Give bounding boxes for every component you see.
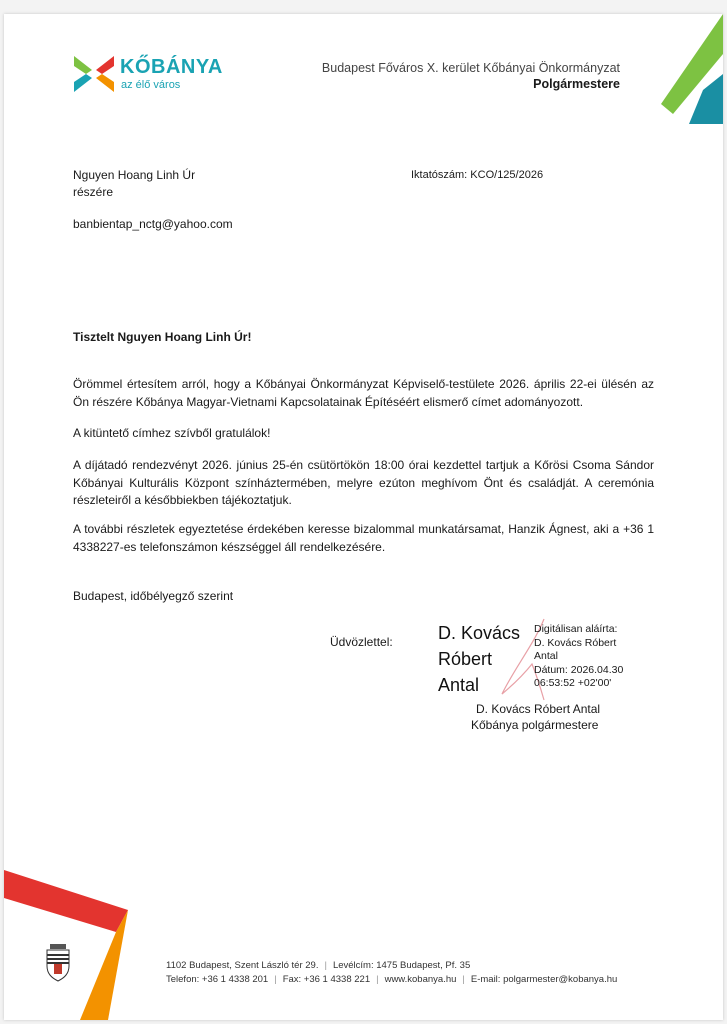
footer-line-1 xyxy=(166,960,470,971)
footer-separator: | xyxy=(376,974,379,985)
greeting: Üdvözlettel: xyxy=(330,635,393,649)
salutation: Tisztelt Nguyen Hoang Linh Úr! xyxy=(73,330,252,344)
digital-name-2: Antal xyxy=(534,650,558,662)
footer-separator: | xyxy=(324,960,327,971)
digital-signature-block xyxy=(534,623,623,691)
footer-web-link[interactable]: www.kobanya.hu xyxy=(384,974,457,985)
footer-fax: Fax: +36 1 4338 221 xyxy=(282,974,371,985)
digital-label: Digitálisan aláírta: xyxy=(534,623,618,635)
signer-name: D. Kovács Róbert Antal xyxy=(476,702,601,716)
recipient-name: Nguyen Hoang Linh Úr xyxy=(73,168,196,182)
recipient-for: részére xyxy=(73,185,114,199)
letter-page xyxy=(4,14,723,1020)
signer-title: Kőbánya polgármestere xyxy=(471,718,599,732)
footer-separator: | xyxy=(274,974,277,985)
reference-number: Iktatószám: KCO/125/2026 xyxy=(411,169,544,181)
recipient-email: banbientap_nctg@yahoo.com xyxy=(73,217,233,231)
signature-line-1: D. Kovács xyxy=(438,623,521,643)
coat-of-arms-icon xyxy=(44,944,72,982)
signature-line-3: Antal xyxy=(438,675,480,695)
footer-separator: | xyxy=(462,974,465,985)
footer-mail: Levélcím: 1475 Budapest, Pf. 35 xyxy=(332,960,471,971)
footer-line-2 xyxy=(166,974,617,985)
footer-address: 1102 Budapest, Szent László tér 29. xyxy=(166,960,319,971)
body-paragraph-3: A díjátadó rendezvényt 2026. június 25-én csütörtökön 18:00 órai kezdettel tartjuk a Kőrösi Csoma Sándor Kőbányai Kulturális Központ színháztermében, melyre ezúton meghívom Önt és családját. A ceremónia részleteiről a későbbiekben tájékoztatjuk. xyxy=(73,458,654,507)
office-title: Polgármestere xyxy=(533,77,620,91)
footer-phone: Telefon: +36 1 4338 201 xyxy=(166,974,269,985)
footer-email-link[interactable]: E-mail: polgarmester@kobanya.hu xyxy=(470,974,618,985)
body-paragraph-2: A kitüntető címhez szívből gratulálok! xyxy=(73,426,271,440)
body-paragraph-1: Örömmel értesítem arról, hogy a Kőbányai Önkormányzat Képviselő-testülete 2026. április 22-ei ülésén az Ön részére Kőbánya Magyar-Vietnami Kapcsolatainak Építéséért elismerő címet adományozott. xyxy=(73,377,654,409)
kobanya-logo xyxy=(72,52,232,112)
corner-ribbon-top-right xyxy=(643,14,723,124)
digital-name-1: D. Kovács Róbert xyxy=(534,636,617,649)
digital-date: Dátum: 2026.04.30 xyxy=(534,663,624,676)
corner-ribbon-bottom-left xyxy=(4,870,144,1020)
body-paragraph-4: A további részletek egyeztetése érdekében keresse bizalommal munkatársamat, Hanzik Ágnest, aki a +36 1 4338227-es telefonszámon készséggel áll rendelkezésére. xyxy=(73,522,654,554)
office-line: Budapest Főváros X. kerület Kőbányai Önkormányzat xyxy=(321,61,620,75)
logo-tagline: az élő város xyxy=(121,79,181,91)
logo-wordmark: KŐBÁNYA xyxy=(120,56,223,78)
place-date: Budapest, időbélyegző szerint xyxy=(73,589,234,603)
signature-line-2: Róbert xyxy=(438,649,493,669)
digital-time: 06:53:52 +02'00' xyxy=(534,677,612,689)
kobanya-logo-icon xyxy=(72,52,116,96)
